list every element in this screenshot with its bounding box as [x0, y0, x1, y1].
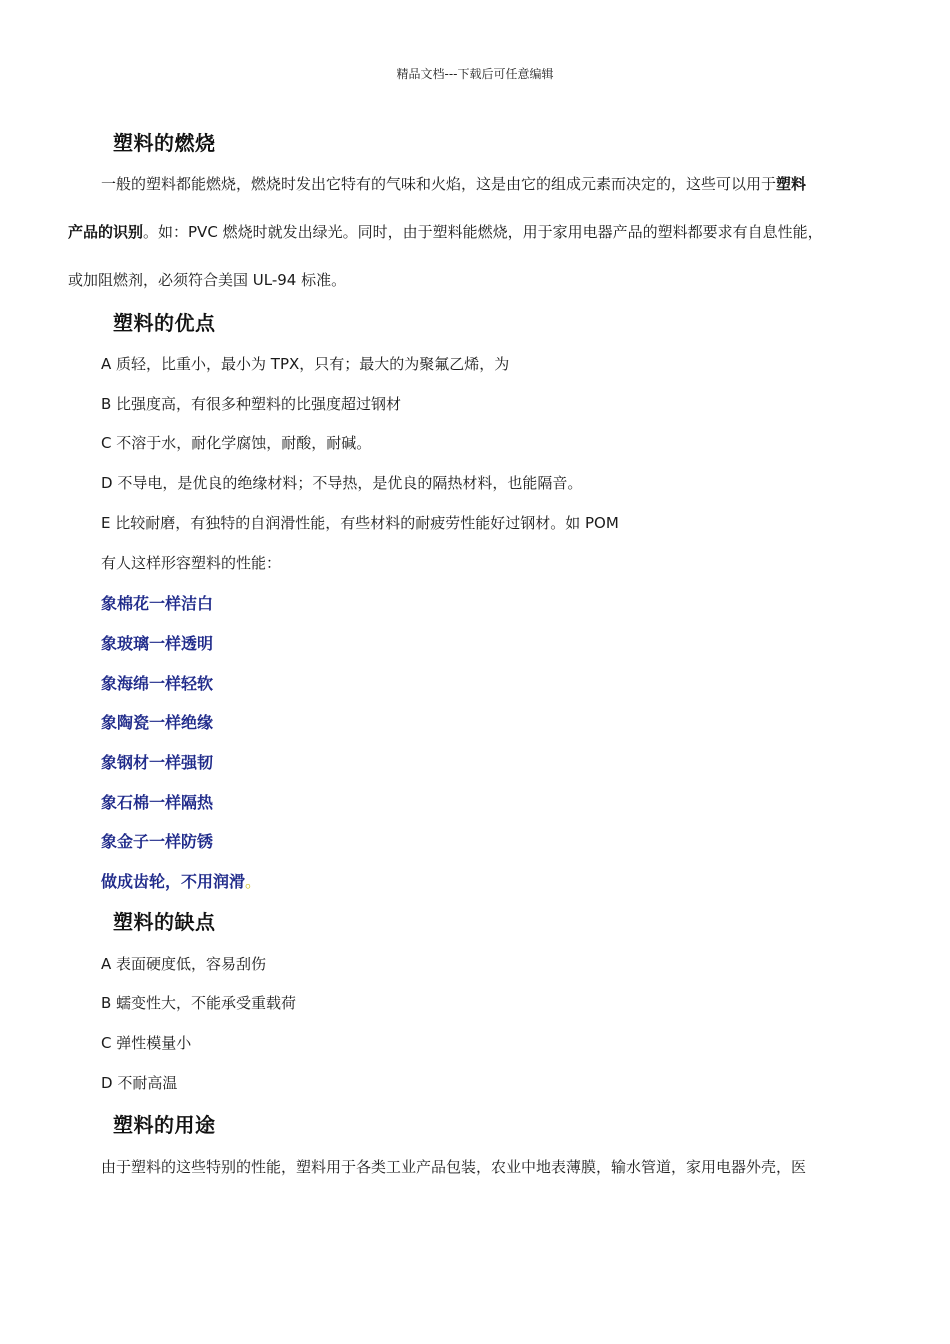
- heading-advantages: 塑料的优点: [113, 311, 216, 335]
- advantage-item-c: C 不溶于水，耐化学腐蚀，耐酸，耐碱。: [101, 434, 372, 452]
- advantage-item-d: D 不导电，是优良的绝缘材料；不导热，是优良的隔热材料，也能隔音。: [101, 474, 583, 492]
- description-glass: 象玻璃一样透明: [101, 634, 214, 653]
- disadvantage-item-d: D 不耐高温: [101, 1074, 178, 1092]
- description-gold: 象金子一样防锈: [101, 832, 214, 851]
- description-steel: 象钢材一样强韧: [101, 753, 214, 772]
- description-cotton: 象棉花一样洁白: [101, 594, 214, 613]
- disadvantage-item-a: A 表面硬度低，容易刮伤: [101, 955, 267, 973]
- description-gear-text: 做成齿轮，不用润滑: [101, 872, 246, 891]
- description-ceramic: 象陶瓷一样绝缘: [101, 713, 214, 732]
- description-gear-period: 。: [245, 872, 262, 891]
- advantages-intro: 有人这样形容塑料的性能：: [101, 554, 282, 572]
- advantage-item-e: E 比较耐磨，有独特的自润滑性能，有些材料的耐疲劳性能好过钢材。如 POM: [101, 514, 619, 532]
- burning-line-2: [68, 221, 823, 242]
- burning-line-1-bold: 塑料: [776, 175, 807, 193]
- description-asbestos: 象石棉一样隔热: [101, 793, 214, 812]
- heading-uses: 塑料的用途: [113, 1113, 216, 1137]
- description-sponge: 象海绵一样轻软: [101, 674, 214, 693]
- burning-line-2-bold: 产品的识别: [68, 223, 144, 241]
- burning-line-1: [101, 173, 806, 194]
- heading-burning: 塑料的燃烧: [113, 131, 216, 155]
- burning-line-1-text: 一般的塑料都能燃烧，燃烧时发出它特有的气味和火焰，这是由它的组成元素而决定的，这些可以用于: [101, 175, 777, 193]
- description-gear: [101, 869, 261, 892]
- burning-line-3: 或加阻燃剂，必须符合美国 UL-94 标准。: [68, 271, 347, 289]
- advantage-item-b: B 比强度高，有很多种塑料的比强度超过钢材: [101, 395, 402, 413]
- uses-line-1: 由于塑料的这些特别的性能，塑料用于各类工业产品包装，农业中地表薄膜，输水管道，家用电器外壳，医: [101, 1158, 807, 1176]
- advantage-item-a: A 质轻，比重小，最小为 TPX，只有；最大的为聚氟乙烯，为: [101, 355, 510, 373]
- heading-disadvantages: 塑料的缺点: [113, 910, 216, 934]
- disadvantage-item-b: B 蠕变性大，不能承受重载荷: [101, 994, 297, 1012]
- disadvantage-item-c: C 弹性模量小: [101, 1034, 192, 1052]
- burning-line-2-text: 。如：PVC 燃烧时就发出绿光。同时，由于塑料能燃烧，用于家用电器产品的塑料都要求有自息性能，: [143, 223, 823, 241]
- page-header: 精品文档---下载后可任意编辑: [396, 67, 554, 81]
